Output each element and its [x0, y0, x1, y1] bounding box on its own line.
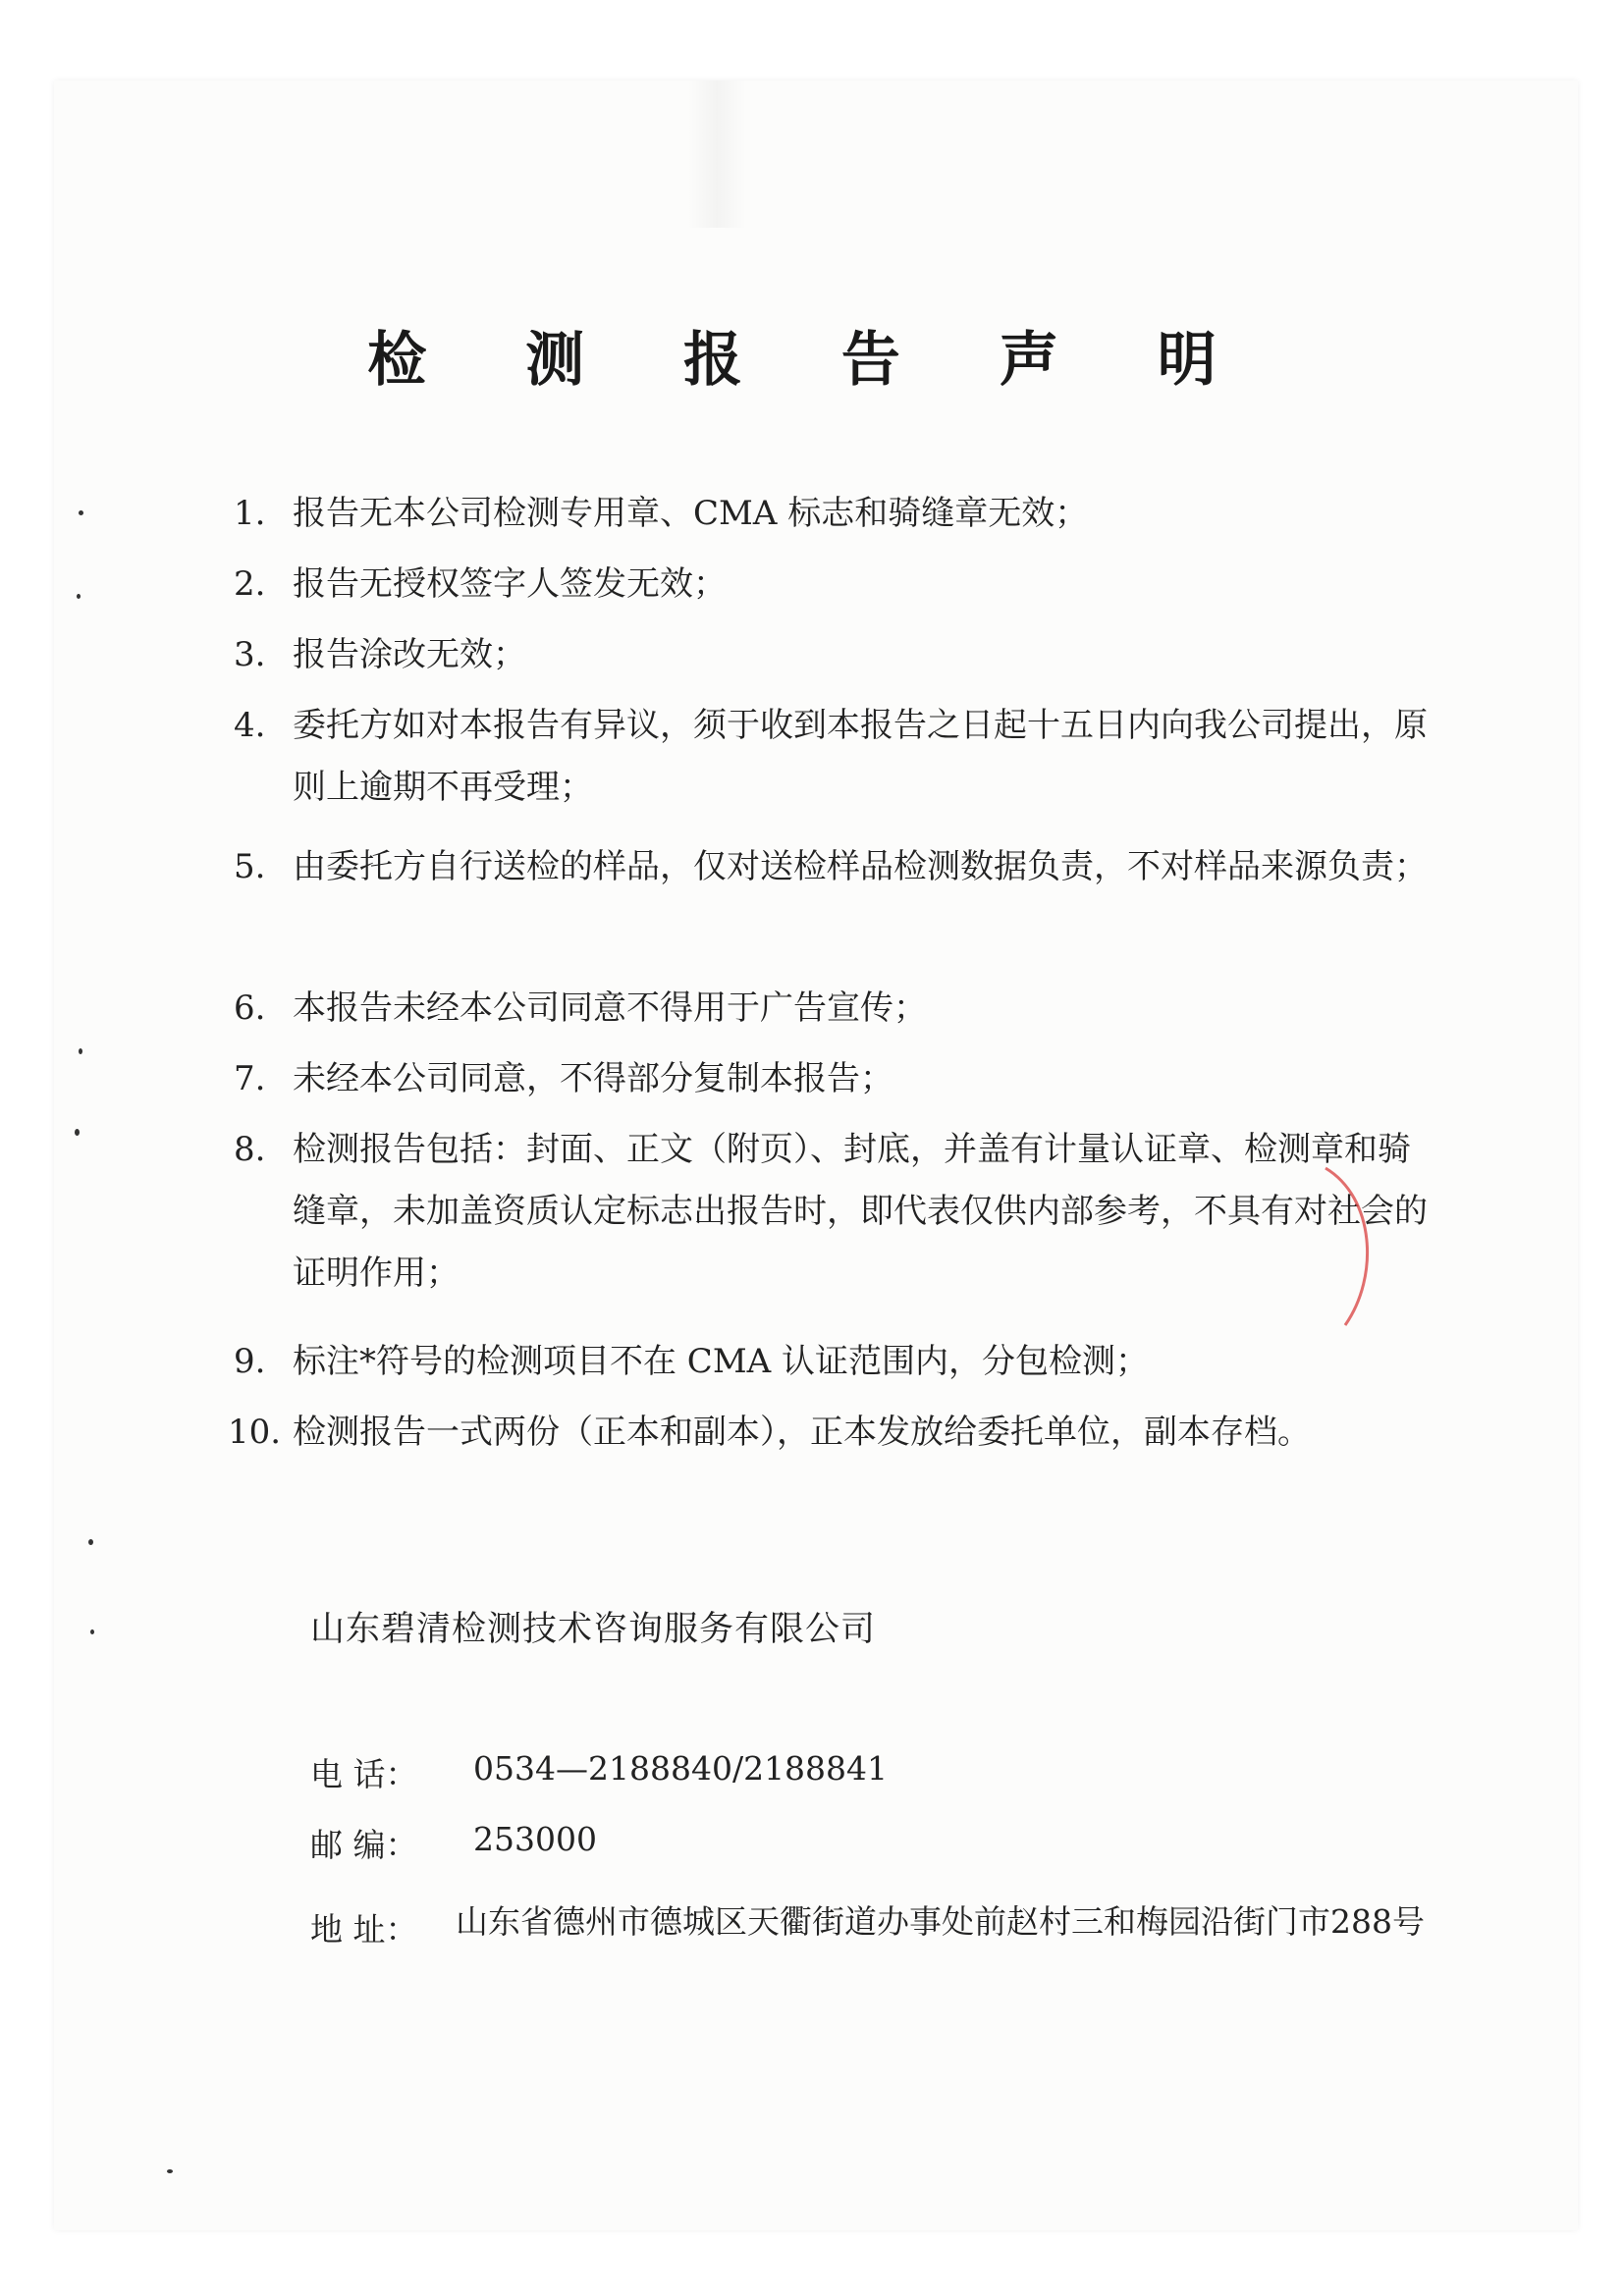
scan-speck	[79, 1048, 82, 1054]
item-text: 标注*符号的检测项目不在 CMA 认证范围内，分包检测；	[293, 1342, 1149, 1381]
company-name: 山东碧清检测技术咨询服务有限公司	[310, 1610, 877, 1649]
scan-speck	[88, 1539, 93, 1545]
phone-label: 电 话：	[310, 1755, 418, 1793]
postcode-value: 253000	[473, 1820, 597, 1858]
item-number: 2.	[234, 564, 266, 604]
postcode-label: 邮 编：	[310, 1826, 418, 1864]
item-text: 检测报告一式两份（正本和副本），正本发放给委托单位，副本存档。	[293, 1413, 1311, 1452]
item-text: 本报告未经本公司同意不得用于广告宣传；	[293, 988, 927, 1028]
item-number: 4.	[234, 706, 266, 745]
scan-speck	[75, 1129, 80, 1136]
paper-fold-shadow	[687, 80, 746, 228]
scan-speck	[167, 2169, 173, 2173]
page-title: 检 测 报 告 声 明	[367, 326, 1256, 395]
scan-speck	[90, 1629, 94, 1634]
scan-speck	[79, 510, 83, 515]
item-text: 检测报告包括：封面、正文（附页）、封底，并盖有计量认证章、检测章和骑缝章，未加盖资质认定标志出报告时，即代表仅供内部参考，不具有对社会的证明作用；	[293, 1130, 1428, 1293]
item-number: 9.	[234, 1342, 266, 1381]
item-text: 由委托方自行送检的样品，仅对送检样品检测数据负责，不对样品来源负责；	[293, 847, 1428, 886]
item-text: 委托方如对本报告有异议，须于收到本报告之日起十五日内向我公司提出，原则上逾期不再受理；	[293, 706, 1428, 807]
red-seal-arc	[1267, 1158, 1463, 1355]
item-text: 报告无本公司检测专用章、CMA 标志和骑缝章无效；	[293, 494, 1089, 533]
address-label: 地 址：	[310, 1910, 418, 1949]
item-number: 10.	[228, 1413, 282, 1452]
phone-value: 0534—2188840/2188841	[473, 1749, 889, 1788]
item-number: 8.	[234, 1130, 266, 1169]
item-text: 报告涂改无效；	[293, 635, 526, 674]
item-text: 报告无授权签字人签发无效；	[293, 564, 727, 604]
item-number: 3.	[234, 635, 266, 674]
address-value: 山东省德州市德城区天衢街道办事处前赵村三和梅园沿街门市288号	[456, 1902, 1425, 1941]
item-text: 未经本公司同意，不得部分复制本报告；	[293, 1059, 893, 1098]
scan-speck	[77, 594, 81, 599]
item-number: 5.	[234, 847, 266, 886]
item-number: 6.	[234, 988, 266, 1028]
item-number: 7.	[234, 1059, 266, 1098]
item-number: 1.	[234, 494, 266, 533]
